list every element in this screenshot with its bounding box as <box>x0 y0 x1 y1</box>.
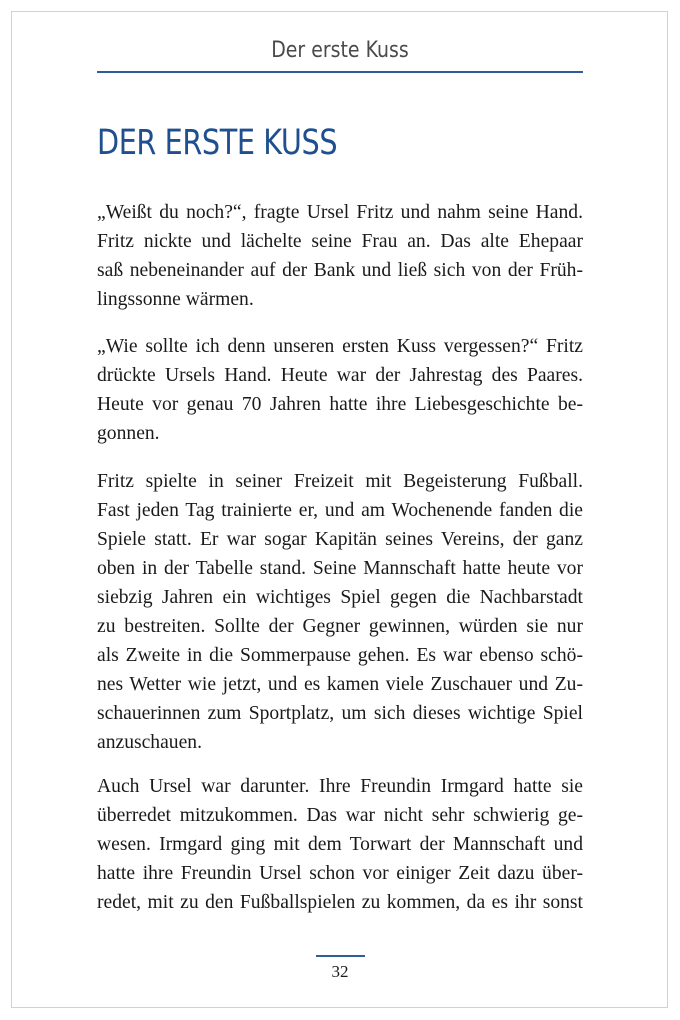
text-line: schauerinnen zum Sportplatz, um sich dieses wichtige Spiel <box>97 703 583 724</box>
text-line: saß nebeneinander auf der Bank und ließ sich von der Früh- <box>97 260 583 281</box>
text-line: Spiele statt. Er war sogar Kapitän seines Vereins, der ganz <box>97 529 583 550</box>
text-line: hatte ihre Freundin Ursel schon vor einiger Zeit dazu über- <box>97 863 583 884</box>
paragraph-4 <box>97 772 583 917</box>
paragraph-3 <box>97 467 583 757</box>
text-line: „Weißt du noch?“, fragte Ursel Fritz und nahm seine Hand. <box>97 202 583 223</box>
text-line: siebzig Jahren ein wichtiges Spiel gegen die Nachbarstadt <box>97 587 583 608</box>
paragraph-2 <box>97 332 583 448</box>
paragraph-1 <box>97 198 583 314</box>
text-line: gonnen. <box>97 423 160 444</box>
text-line: Fritz nickte und lächelte seine Frau an. Das alte Ehepaar <box>97 231 583 252</box>
text-line: überredet mitzukommen. Das war nicht sehr schwierig ge- <box>97 805 583 826</box>
text-line: Heute vor genau 70 Jahren hatte ihre Liebesgeschichte be- <box>97 394 583 415</box>
text-line: anzuschauen. <box>97 732 202 753</box>
header-rule <box>97 71 583 73</box>
chapter-title: DER ERSTE KUSS <box>97 123 338 163</box>
text-line: Auch Ursel war darunter. Ihre Freundin Irmgard hatte sie <box>97 776 583 797</box>
text-line: zu bestreiten. Sollte der Gegner gewinnen, würden sie nur <box>97 616 583 637</box>
text-line: oben in der Tabelle stand. Seine Mannschaft hatte heute vor <box>97 558 583 579</box>
footer-rule <box>316 955 365 957</box>
text-line: nes Wetter wie jetzt, und es kamen viele Zuschauer und Zu- <box>97 674 583 695</box>
text-line: redet, mit zu den Fußballspielen zu kommen, da es ihr sonst <box>97 892 583 913</box>
text-line: drückte Ursels Hand. Heute war der Jahrestag des Paares. <box>97 365 583 386</box>
text-line: wesen. Irmgard ging mit dem Torwart der Mannschaft und <box>97 834 583 855</box>
running-header: Der erste Kuss <box>271 38 409 63</box>
text-line: als Zweite in die Sommerpause gehen. Es war ebenso schö- <box>97 645 583 666</box>
text-line: Fritz spielte in seiner Freizeit mit Begeisterung Fußball. <box>97 471 583 492</box>
text-line: Fast jeden Tag trainierte er, und am Wochenende fanden die <box>97 500 583 521</box>
text-line: „Wie sollte ich denn unseren ersten Kuss vergessen?“ Fritz <box>97 336 583 357</box>
page-number: 32 <box>331 962 349 981</box>
text-line: lingssonne wärmen. <box>97 289 254 310</box>
